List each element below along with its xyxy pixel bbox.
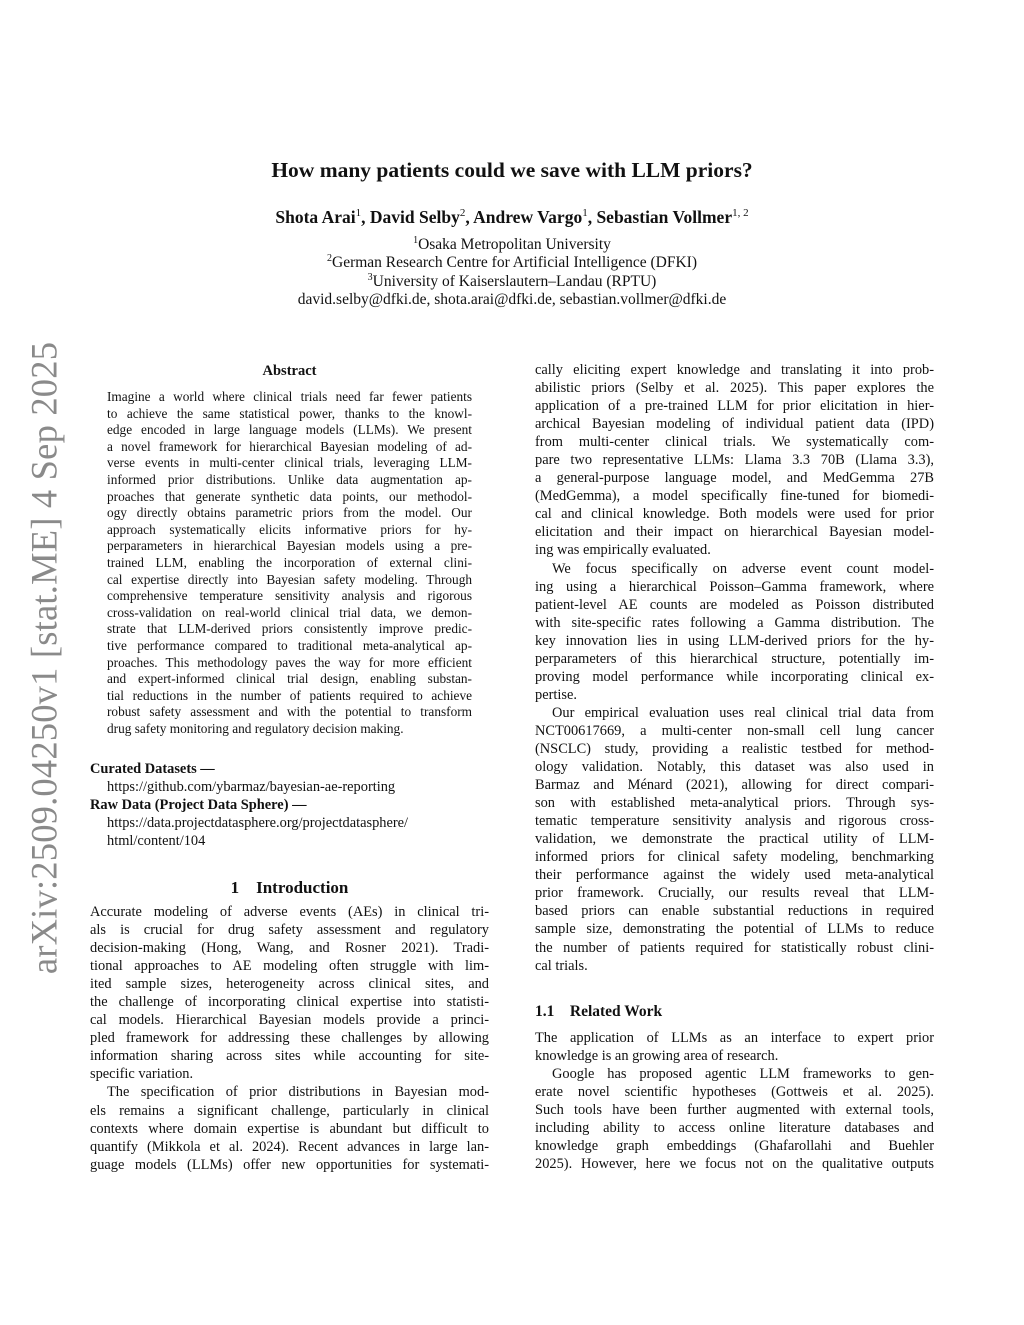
abstract-line: perparameters in hierarchical Bayesian models using a pre- <box>107 538 472 554</box>
text-line: (NSCLC) study, providing a realistic testbed for method- <box>535 740 934 757</box>
text-line: proving model performance while incorporating clinical ex- <box>535 668 934 685</box>
text-line: application of a pre-trained LLM for prior elicitation in hier- <box>535 398 934 415</box>
author-separator: , <box>587 207 597 227</box>
abstract-line: edge encoded in large language models (LLMs). We present <box>107 422 472 438</box>
text-line: informed priors for clinical safety modeling, benchmarking <box>535 849 934 866</box>
paper-title: How many patients could we save with LLM priors? <box>271 158 753 182</box>
text-line: The specification of prior distributions in Bayesian mod- <box>107 1084 489 1101</box>
text-line: cal trials. <box>535 957 588 974</box>
abstract-line: trained LLM, enabling the incorporation of external clini- <box>107 554 472 570</box>
introduction-paragraph-2 <box>90 1083 489 1173</box>
text-line: their performance against the widely used meta-analytical <box>535 867 934 884</box>
text-line: perparameters of this hierarchical structure, potentially im- <box>535 650 934 667</box>
author-name: Sebastian Vollmer <box>596 207 733 227</box>
text-line: patient-level AE counts are modeled as Poisson distributed <box>535 596 934 613</box>
author-name: Shota Arai <box>275 207 356 227</box>
text-line: son with established meta-analytical priors. Through sys- <box>535 795 934 812</box>
text-line: based priors can enable substantial reductions in required <box>535 903 934 920</box>
abstract-line: strate that LLM-derived priors consistently improve predic- <box>107 621 472 637</box>
affiliation-line <box>0 273 1024 291</box>
introduction-paragraph-1 <box>90 903 489 1083</box>
abstract-line: tive performance compared to traditional meta-analytical ap- <box>107 637 472 653</box>
abstract-line: and expert-informed clinical trial design, enabling substan- <box>107 671 472 687</box>
abstract-line: cross-validation on real-world clinical trial data, we demon- <box>107 604 472 620</box>
text-line: ing using a hierarchical Poisson–Gamma framework, where <box>535 578 934 595</box>
affiliation-text: University of Kaiserslautern–Landau (RPTU) <box>372 272 657 290</box>
author-affiliation-mark: 1, 2 <box>732 207 749 219</box>
abstract-body <box>107 389 472 737</box>
related-work-paragraph-2 <box>535 1065 934 1173</box>
text-line: Our empirical evaluation uses real clinical trial data from <box>552 704 934 721</box>
text-line: guage models (LLMs) offer new opportunities for systemati- <box>90 1156 489 1173</box>
introduction-section <box>90 879 489 1174</box>
arxiv-stamp-text: arXiv:2509.04250v1 [stat.ME] 4 Sep 2025 <box>23 341 65 975</box>
author-name: David Selby <box>369 207 460 227</box>
affiliation-mark: 3 <box>367 271 373 283</box>
abstract-line: drug safety monitoring and regulatory decision making. <box>107 720 404 736</box>
affiliation-text: Osaka Metropolitan University <box>418 236 611 253</box>
intro-continued-paragraph <box>535 361 934 560</box>
author-affiliation-mark: 1 <box>582 207 588 219</box>
text-line: NCT00617669, a multi-center non-small cell lung cancer <box>535 722 934 739</box>
text-line: pertise. <box>535 686 577 703</box>
text-line: abilistic priors (Selby et al. 2025). This paper explores the <box>535 380 934 397</box>
text-line: with site-specific rates following a Gamma distribution. The <box>535 614 934 631</box>
text-line: including ability to access online literature databases and <box>535 1120 934 1137</box>
abstract-line: cal expertise directly into Bayesian safety modeling. Through <box>107 571 472 587</box>
abstract-line: verse events in multi-center clinical trials, leveraging LLM- <box>107 455 472 471</box>
raw-data-label: Raw Data (Project Data Sphere) — <box>90 797 307 814</box>
related-work-heading: 1.1 Related Work <box>535 1003 663 1020</box>
text-line: sample size, demonstrating the potential of LLMs to reduce <box>535 921 934 938</box>
introduction-heading: 1 Introduction <box>230 878 349 897</box>
text-line: ology validation. Notably, this dataset was also used in <box>535 759 934 776</box>
author-separator: , <box>361 207 370 227</box>
curated-datasets-label: Curated Datasets — <box>90 761 215 777</box>
text-line: the number of patients required for statistically robust clini- <box>535 939 934 956</box>
related-work-section <box>535 1003 934 1173</box>
author-list <box>0 207 1024 228</box>
text-line: archical Bayesian modeling of individual patient data (IPD) <box>535 416 934 433</box>
raw-data-link[interactable]: https://data.projectdatasphere.org/projectdatasphere/ <box>107 815 409 832</box>
abstract-line: informed prior distributions. Unlike data augmentation ap- <box>107 471 472 487</box>
abstract-line: Imagine a world where clinical trials need far fewer patients <box>107 389 472 404</box>
datasets-block <box>90 760 489 850</box>
abstract-line: robust safety assessment and with the potential to transform <box>107 704 472 720</box>
text-line: the challenge of incorporating clinical expertise into statisti- <box>90 994 489 1011</box>
abstract-heading: Abstract <box>262 363 317 379</box>
abstract-line: ogy directly obtains parametric priors from the model. Our <box>107 505 472 521</box>
text-line: information sharing across sites while accounting for site- <box>90 1048 489 1065</box>
text-line: erate novel scientific hypotheses (Gottweis et al. 2025). <box>535 1084 934 1101</box>
text-line: cal models. Hierarchical Bayesian models provide a princi- <box>90 1012 489 1029</box>
text-line: als is crucial for drug safety assessment and regulatory <box>90 922 489 939</box>
text-line: Barmaz and Ménard (2021), allowing for direct compari- <box>535 777 934 794</box>
affiliation-line <box>0 236 1024 254</box>
text-line: tematic temperature sensitivity analysis and rigorous cross- <box>535 813 934 830</box>
text-line: key innovation lies in using LLM-derived priors for the hy- <box>535 632 934 649</box>
text-line: cally eliciting expert knowledge and translating it into prob- <box>535 362 934 378</box>
abstract-line: proaches that generate synthetic data points, our methodol- <box>107 488 472 504</box>
empirical-evaluation-paragraph <box>535 704 934 975</box>
text-line: pled framework for addressing these challenges by allowing <box>90 1030 489 1047</box>
author-affiliation-mark: 1 <box>355 207 362 219</box>
text-line: decision-making (Hong, Wang, and Rosner 2021). Tradi- <box>90 940 489 957</box>
affiliations <box>0 236 1024 309</box>
abstract-line: a novel framework for hierarchical Bayesian modeling of ad- <box>107 438 472 454</box>
curated-datasets-link[interactable]: https://github.com/ybarmaz/bayesian-ae-reporting <box>107 779 396 796</box>
text-line: elicitation and their impact on hierarchical Bayesian model- <box>535 524 934 541</box>
text-line: knowledge is an growing area of research. <box>535 1048 779 1065</box>
author-affiliation-mark: 2 <box>459 207 466 219</box>
text-line: cal and clinical knowledge. Both models were used for prior <box>535 506 934 523</box>
raw-data-link-continued[interactable]: html/content/104 <box>107 833 206 850</box>
abstract-line: to achieve the same statistical power, thanks to the knowl- <box>107 405 472 421</box>
text-line: prior framework. Crucially, our results reveal that LLM- <box>535 885 934 902</box>
abstract-line: approach systematically elicits informative priors for hy- <box>107 521 472 537</box>
text-line: specific variation. <box>90 1066 194 1083</box>
poisson-gamma-paragraph <box>535 560 934 704</box>
related-work-paragraph-1 <box>535 1029 934 1065</box>
text-line: pare two representative LLMs: Llama 3.3 70B (Llama 3.3), <box>535 452 934 469</box>
text-line: Google has proposed agentic LLM frameworks to gen- <box>552 1066 934 1083</box>
text-line: We focus specifically on adverse event count model- <box>552 560 934 577</box>
text-line: (MedGemma), a model specifically fine-tuned for biomedi- <box>535 488 934 505</box>
affiliation-mark: 2 <box>327 253 333 265</box>
text-line: Accurate modeling of adverse events (AEs) in clinical tri- <box>90 904 489 920</box>
affiliation-text: German Research Centre for Artificial Intelligence (DFKI) <box>332 254 697 272</box>
text-line: tional approaches to AE modeling often struggle with lim- <box>90 958 489 975</box>
text-line: from multi-center clinical trials. We systematically com- <box>535 434 934 451</box>
abstract-line: proaches. This methodology paves the way for more efficient <box>107 654 472 670</box>
text-line: els remains a significant challenge, particularly in clinical <box>90 1102 489 1119</box>
affiliation-mark: 1 <box>413 235 419 246</box>
text-line: ited sample sizes, heterogeneity across clinical sites, and <box>90 976 489 993</box>
text-line: quantify (Mikkola et al. 2024). Recent advances in large lan- <box>90 1138 489 1155</box>
text-line: Such tools have been further augmented with external tools, <box>535 1102 934 1119</box>
text-line: contexts where domain expertise is abundant but difficult to <box>90 1120 489 1137</box>
text-line: knowledge graph embeddings (Ghafarollahi and Buehler <box>535 1138 934 1155</box>
author-separator: , <box>465 207 474 227</box>
author-name: Andrew Vargo <box>473 207 583 227</box>
text-line: a general-purpose language model, and MedGemma 27B <box>535 470 934 487</box>
text-line: ing was empirically evaluated. <box>535 542 711 559</box>
author-emails: david.selby@dfki.de, shota.arai@dfki.de, sebastian.vollmer@dfki.de <box>297 290 727 308</box>
text-line: The application of LLMs as an interface to expert prior <box>535 1030 934 1046</box>
text-line: 2025). However, here we focus not on the qualitative outputs <box>535 1156 934 1173</box>
abstract-line: tial reductions in the number of patients required to achieve <box>107 687 472 703</box>
right-column <box>535 361 934 975</box>
abstract-line: comprehensive temperature sensitivity analysis and rigorous <box>107 588 472 604</box>
affiliation-line <box>0 254 1024 272</box>
text-line: validation, we demonstrate the practical utility of LLM- <box>535 831 934 848</box>
